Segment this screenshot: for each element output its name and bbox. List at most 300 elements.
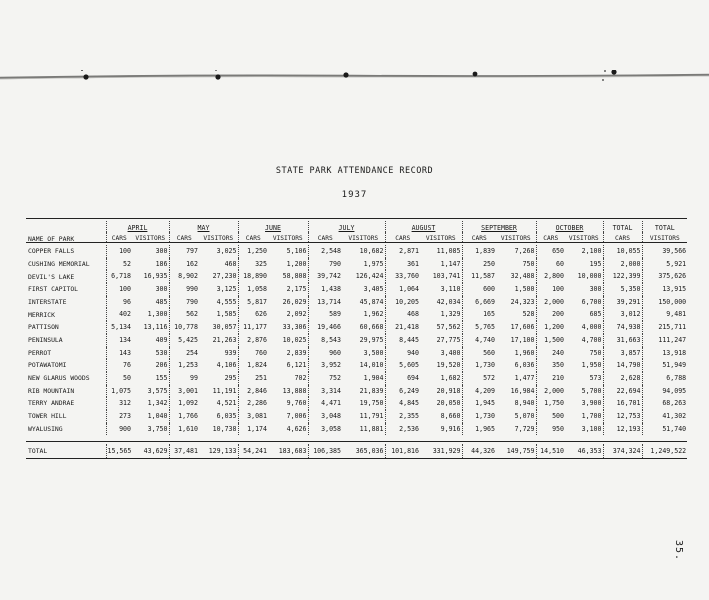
cars-header: CARS [308, 232, 342, 243]
visitors-cell: 1,342 [147, 399, 168, 408]
total-cars-cell: 122,399 [603, 270, 642, 283]
visitors-header: VISITORS [272, 234, 303, 242]
visitors-cell: 27,775 [436, 335, 461, 344]
visitors-cell: 3,575 [147, 386, 168, 395]
cars-cell: 325 [238, 258, 268, 271]
visitors-cell: 300 [155, 285, 168, 294]
total-header: TOTAL [642, 221, 687, 232]
cars-cell: 500 [536, 410, 565, 423]
cars-header: CARS [462, 232, 496, 243]
cars-cell: 15,565 [106, 444, 132, 459]
total-cars-cell: 16,701 [603, 397, 642, 410]
cars-cell: 5,817 [238, 296, 268, 309]
visitors-cell: 300 [589, 285, 602, 294]
cars-cell: 5,765 [462, 321, 496, 334]
table-row [26, 423, 687, 436]
cars-cell: 694 [385, 372, 420, 385]
cars-cell: 2,286 [238, 397, 268, 410]
total-cars-cell: 74,938 [603, 321, 642, 334]
park-name: WYALUSING [28, 424, 63, 433]
visitors-cell: 195 [589, 259, 602, 268]
visitors-cell: 6,035 [216, 411, 237, 420]
visitors-cell: 1,147 [440, 259, 461, 268]
cars-cell: 251 [238, 372, 268, 385]
visitors-header: VISITORS [135, 234, 166, 242]
visitors-cell: 1,329 [440, 310, 461, 319]
visitors-cell: 2,839 [286, 348, 307, 357]
cars-cell: 572 [462, 372, 496, 385]
document-year: 1937 [341, 190, 368, 200]
cars-cell: 96 [106, 296, 132, 309]
cars-cell: 3,314 [308, 385, 342, 398]
cars-cell: 240 [536, 347, 565, 360]
cars-cell: 2,871 [385, 245, 420, 258]
cars-cell: 52 [106, 258, 132, 271]
visitors-cell: 13,888 [282, 386, 307, 395]
total-cars-cell: 39,291 [603, 296, 642, 309]
park-name: FIRST CAPITOL [28, 285, 79, 294]
cars-cell: 14,510 [536, 444, 565, 459]
visitors-cell: 43,629 [143, 447, 168, 456]
total-cars-cell: 22,694 [603, 385, 642, 398]
park-name: TOWER HILL [28, 412, 67, 421]
cars-cell: 100 [536, 283, 565, 296]
total-visitors-cell: 13,918 [642, 347, 687, 360]
total-visitors-cell: 39,566 [642, 245, 687, 258]
cars-header: CARS [238, 232, 268, 243]
visitors-cell: 4,626 [286, 424, 307, 433]
visitors-cell: 5,070 [514, 411, 535, 420]
visitors-cell: 939 [224, 348, 237, 357]
visitors-cell: 4,555 [216, 297, 237, 306]
cars-cell: 790 [308, 258, 342, 271]
total-cars-cell: 2,628 [603, 372, 642, 385]
cars-cell: 468 [385, 308, 420, 321]
cars-header: CARS [106, 232, 132, 243]
cars-cell: 3,952 [308, 359, 342, 372]
document-title: STATE PARK ATTENDANCE RECORD [275, 166, 434, 176]
cars-cell: 626 [238, 308, 268, 321]
table-row [26, 334, 687, 347]
visitors-cell: 30,057 [212, 323, 237, 332]
total-cars-cell: 12,193 [603, 423, 642, 436]
visitors-cell: 57,562 [436, 323, 461, 332]
visitors-cell: 295 [224, 373, 237, 382]
cars-cell: 4,209 [462, 385, 496, 398]
cars-cell: 19,466 [308, 321, 342, 334]
cars-cell: 21,418 [385, 321, 420, 334]
cars-cell: 2,800 [536, 270, 565, 283]
cars-cell: 39,742 [308, 270, 342, 283]
cars-cell: 650 [536, 245, 565, 258]
total-visitors-cell: 9,481 [642, 308, 687, 321]
table-row [26, 397, 687, 410]
visitors-cell: 17,100 [510, 335, 535, 344]
total-cars-cell: 3,012 [603, 308, 642, 321]
cars-cell: 790 [169, 296, 199, 309]
visitors-cell: 11,191 [212, 386, 237, 395]
visitors-cell: 365,036 [355, 447, 384, 456]
visitors-cell: 331,929 [432, 447, 461, 456]
cars-cell: 562 [169, 308, 199, 321]
cars-cell: 6,718 [106, 270, 132, 283]
cars-cell: 600 [462, 283, 496, 296]
total-cars-cell: 5,350 [603, 283, 642, 296]
cars-cell: 1,174 [238, 423, 268, 436]
visitors-cell: 8,660 [440, 411, 461, 420]
visitors-cell: 468 [224, 259, 237, 268]
cars-cell: 1,824 [238, 359, 268, 372]
visitors-cell: 4,106 [216, 361, 237, 370]
visitors-cell: 1,477 [514, 373, 535, 382]
total-visitors-header: VISITORS [642, 232, 687, 243]
visitors-header: VISITORS [348, 234, 379, 242]
visitors-cell: 16,984 [510, 386, 535, 395]
visitors-cell: 1,962 [363, 310, 384, 319]
park-column-header: NAME OF PARK [28, 234, 75, 243]
month-header: MAY [197, 224, 210, 232]
cars-cell: 797 [169, 245, 199, 258]
visitors-cell: 9,916 [440, 424, 461, 433]
cars-cell: 143 [106, 347, 132, 360]
table-row [26, 258, 687, 271]
cars-cell: 760 [238, 347, 268, 360]
cars-cell: 1,750 [536, 397, 565, 410]
total-cars-cell: 31,663 [603, 334, 642, 347]
visitors-cell: 3,500 [363, 348, 384, 357]
cars-cell: 1,839 [462, 245, 496, 258]
cars-cell: 99 [169, 372, 199, 385]
cars-cell: 1,438 [308, 283, 342, 296]
visitors-cell: 46,353 [577, 447, 602, 456]
total-header: TOTAL [603, 221, 642, 232]
total-cars-cell: 10,055 [603, 245, 642, 258]
visitors-cell: 1,700 [581, 411, 602, 420]
visitors-cell: 11,791 [359, 411, 384, 420]
park-name: CUSHING MEMORIAL [28, 259, 90, 268]
visitors-cell: 1,300 [147, 310, 168, 319]
visitors-header: VISITORS [425, 234, 456, 242]
visitors-cell: 17,606 [510, 323, 535, 332]
visitors-cell: 19,750 [359, 399, 384, 408]
cars-cell: 361 [385, 258, 420, 271]
visitors-cell: 29,975 [359, 335, 384, 344]
cars-cell: 2,548 [308, 245, 342, 258]
cars-cell: 950 [536, 423, 565, 436]
total-cars-cell: 3,857 [603, 347, 642, 360]
total-visitors-cell: 41,302 [642, 410, 687, 423]
visitors-cell: 21,263 [212, 335, 237, 344]
visitors-cell: 11,881 [359, 424, 384, 433]
visitors-cell: 7,268 [514, 247, 535, 256]
visitors-cell: 149,759 [506, 447, 535, 456]
cars-cell: 106,385 [308, 444, 342, 459]
cars-cell: 13,714 [308, 296, 342, 309]
cars-cell: 900 [106, 423, 132, 436]
cars-header: CARS [169, 232, 199, 243]
cars-cell: 1,610 [169, 423, 199, 436]
visitors-cell: 26,029 [282, 297, 307, 306]
visitors-cell: 3,750 [147, 424, 168, 433]
table-row [26, 410, 687, 423]
park-name: PERROT [28, 348, 52, 357]
month-header-row [26, 221, 687, 232]
visitors-cell: 32,488 [510, 272, 535, 281]
cars-cell: 5,134 [106, 321, 132, 334]
total-visitors-cell: 51,949 [642, 359, 687, 372]
cars-cell: 1,075 [106, 385, 132, 398]
cars-cell: 101,816 [385, 444, 420, 459]
total-visitors-cell: 375,626 [642, 270, 687, 283]
total-cars-cell: 14,790 [603, 359, 642, 372]
total-label: TOTAL [28, 447, 48, 456]
visitors-cell: 3,100 [581, 424, 602, 433]
cars-cell: 162 [169, 258, 199, 271]
visitors-cell: 1,904 [363, 373, 384, 382]
total-visitors-cell: 6,788 [642, 372, 687, 385]
cars-cell: 254 [169, 347, 199, 360]
cars-cell: 2,846 [238, 385, 268, 398]
visitors-cell: 10,682 [359, 247, 384, 256]
cars-cell: 2,355 [385, 410, 420, 423]
visitors-cell: 45,874 [359, 297, 384, 306]
cars-cell: 60 [536, 258, 565, 271]
visitors-cell: 58,808 [282, 272, 307, 281]
month-header: JUNE [265, 224, 281, 232]
month-header: JULY [338, 224, 355, 232]
cars-cell: 2,876 [238, 334, 268, 347]
cars-cell: 2,536 [385, 423, 420, 436]
cars-cell: 990 [169, 283, 199, 296]
table-row [26, 296, 687, 309]
cars-cell: 100 [106, 283, 132, 296]
visitors-cell: 155 [155, 373, 168, 382]
visitors-cell: 750 [522, 259, 535, 268]
visitors-cell: 11,085 [436, 247, 461, 256]
visitors-cell: 42,034 [436, 297, 461, 306]
park-name: PENINSULA [28, 335, 63, 344]
cars-cell: 4,845 [385, 397, 420, 410]
visitors-cell: 3,400 [440, 348, 461, 357]
visitors-header: VISITORS [568, 234, 599, 242]
visitors-cell: 3,110 [440, 285, 461, 294]
cars-cell: 1,058 [238, 283, 268, 296]
cars-cell: 8,902 [169, 270, 199, 283]
total-visitors-cell: 5,921 [642, 258, 687, 271]
page-number: 35. [673, 540, 684, 562]
visitors-cell: 9,760 [286, 399, 307, 408]
park-name: INTERSTATE [28, 297, 67, 306]
cars-cell: 1,092 [169, 397, 199, 410]
total-row [26, 444, 687, 459]
cars-header: CARS [385, 232, 420, 243]
cars-cell: 37,481 [169, 444, 199, 459]
visitors-cell: 206 [155, 361, 168, 370]
cars-cell: 1,200 [536, 321, 565, 334]
visitors-cell: 3,125 [216, 285, 237, 294]
visitors-cell: 1,040 [147, 411, 168, 420]
visitors-cell: 1,960 [514, 348, 535, 357]
cars-cell: 350 [536, 359, 565, 372]
visitors-header: VISITORS [203, 234, 234, 242]
cars-cell: 1,766 [169, 410, 199, 423]
cars-cell: 1,730 [462, 359, 496, 372]
visitors-cell: 7,006 [286, 411, 307, 420]
table-row [26, 270, 687, 283]
visitors-cell: 1,585 [216, 310, 237, 319]
visitors-cell: 10,738 [212, 424, 237, 433]
table-row [26, 359, 687, 372]
cars-cell: 1,730 [462, 410, 496, 423]
cars-cell: 2,000 [536, 385, 565, 398]
cars-cell: 1,064 [385, 283, 420, 296]
visitors-cell: 13,116 [143, 323, 168, 332]
visitors-cell: 6,700 [581, 297, 602, 306]
cars-cell: 76 [106, 359, 132, 372]
visitors-cell: 5,700 [581, 386, 602, 395]
month-header: APRIL [127, 224, 148, 232]
binding-wire [0, 70, 709, 84]
park-name: RIB MOUNTAIN [28, 386, 75, 395]
visitors-cell: 186 [155, 259, 168, 268]
visitors-cell: 1,682 [440, 373, 461, 382]
park-name: NEW GLARUS WOODS [28, 374, 90, 383]
table-row [26, 283, 687, 296]
park-name: MERRICK [28, 310, 55, 319]
cars-cell: 402 [106, 308, 132, 321]
visitors-cell: 24,323 [510, 297, 535, 306]
total-visitors-cell: 68,263 [642, 397, 687, 410]
visitors-cell: 8,940 [514, 399, 535, 408]
visitors-cell: 702 [294, 373, 307, 382]
visitors-cell: 750 [589, 348, 602, 357]
visitors-cell: 530 [155, 348, 168, 357]
park-name: POTAWATOMI [28, 361, 67, 370]
visitors-cell: 1,950 [581, 361, 602, 370]
visitors-cell: 3,405 [363, 285, 384, 294]
visitors-cell: 2,175 [286, 285, 307, 294]
visitors-cell: 4,000 [581, 323, 602, 332]
visitors-cell: 1,500 [514, 285, 535, 294]
cars-cell: 250 [462, 258, 496, 271]
cars-cell: 589 [308, 308, 342, 321]
table-row [26, 385, 687, 398]
visitors-cell: 3,025 [216, 247, 237, 256]
visitors-cell: 300 [155, 247, 168, 256]
visitors-cell: 10,000 [577, 272, 602, 281]
visitors-cell: 103,741 [432, 272, 461, 281]
cars-cell: 273 [106, 410, 132, 423]
month-header: OCTOBER [555, 224, 584, 232]
cars-cell: 165 [462, 308, 496, 321]
visitors-cell: 1,975 [363, 259, 384, 268]
cars-cell: 312 [106, 397, 132, 410]
cars-cell: 10,778 [169, 321, 199, 334]
park-name: DEVIL'S LAKE [28, 272, 75, 281]
table-row [26, 372, 687, 385]
cars-cell: 1,965 [462, 423, 496, 436]
cars-cell: 134 [106, 334, 132, 347]
cars-cell: 4,740 [462, 334, 496, 347]
cars-cell: 11,177 [238, 321, 268, 334]
visitors-cell: 1,200 [286, 259, 307, 268]
visitors-cell: 126,424 [355, 272, 384, 281]
visitors-cell: 3,900 [581, 399, 602, 408]
cars-cell: 100 [106, 245, 132, 258]
column-header-row [26, 232, 687, 243]
cars-cell: 3,048 [308, 410, 342, 423]
park-name: TERRY ANDRAE [28, 399, 75, 408]
month-header: SEPTEMBER [481, 224, 517, 232]
visitors-cell: 20,050 [436, 399, 461, 408]
cars-cell: 5,425 [169, 334, 199, 347]
visitors-cell: 16,935 [143, 272, 168, 281]
total-visitors-cell: 51,740 [642, 423, 687, 436]
cars-cell: 200 [536, 308, 565, 321]
visitors-cell: 33,306 [282, 323, 307, 332]
total-visitors-cell: 13,915 [642, 283, 687, 296]
visitors-cell: 685 [589, 310, 602, 319]
visitors-cell: 7,729 [514, 424, 535, 433]
attendance-table [26, 218, 687, 460]
visitors-cell: 19,520 [436, 361, 461, 370]
cars-cell: 1,253 [169, 359, 199, 372]
visitors-cell: 21,839 [359, 386, 384, 395]
cars-cell: 8,445 [385, 334, 420, 347]
cars-cell: 33,760 [385, 270, 420, 283]
visitors-cell: 528 [522, 310, 535, 319]
visitors-cell: 129,133 [208, 447, 237, 456]
cars-cell: 560 [462, 347, 496, 360]
cars-cell: 5,605 [385, 359, 420, 372]
cars-header: CARS [536, 232, 565, 243]
total-visitors-cell: 94,095 [642, 385, 687, 398]
visitors-header: VISITORS [500, 234, 531, 242]
cars-cell: 1,250 [238, 245, 268, 258]
table-row [26, 347, 687, 360]
cars-cell: 1,945 [462, 397, 496, 410]
cars-cell: 960 [308, 347, 342, 360]
visitors-cell: 5,106 [286, 247, 307, 256]
cars-cell: 940 [385, 347, 420, 360]
visitors-cell: 10,025 [282, 335, 307, 344]
total-cars-header: CARS [603, 232, 642, 243]
cars-cell: 3,081 [238, 410, 268, 423]
visitors-cell: 27,230 [212, 272, 237, 281]
visitors-cell: 409 [155, 335, 168, 344]
cars-cell: 50 [106, 372, 132, 385]
visitors-cell: 2,092 [286, 310, 307, 319]
total-visitors-cell: 150,000 [642, 296, 687, 309]
cars-cell: 10,205 [385, 296, 420, 309]
visitors-cell: 20,918 [436, 386, 461, 395]
visitors-cell: 14,010 [359, 361, 384, 370]
visitors-cell: 485 [155, 297, 168, 306]
cars-cell: 210 [536, 372, 565, 385]
cars-cell: 1,500 [536, 334, 565, 347]
table-row [26, 308, 687, 321]
visitors-cell: 2,100 [581, 247, 602, 256]
visitors-cell: 4,700 [581, 335, 602, 344]
cars-cell: 11,587 [462, 270, 496, 283]
total-cars-cell: 2,000 [603, 258, 642, 271]
cars-cell: 3,001 [169, 385, 199, 398]
total-cars-cell: 374,324 [603, 444, 642, 459]
cars-cell: 4,471 [308, 397, 342, 410]
visitors-cell: 183,683 [278, 447, 307, 456]
total-cars-cell: 12,753 [603, 410, 642, 423]
total-visitors-cell: 111,247 [642, 334, 687, 347]
